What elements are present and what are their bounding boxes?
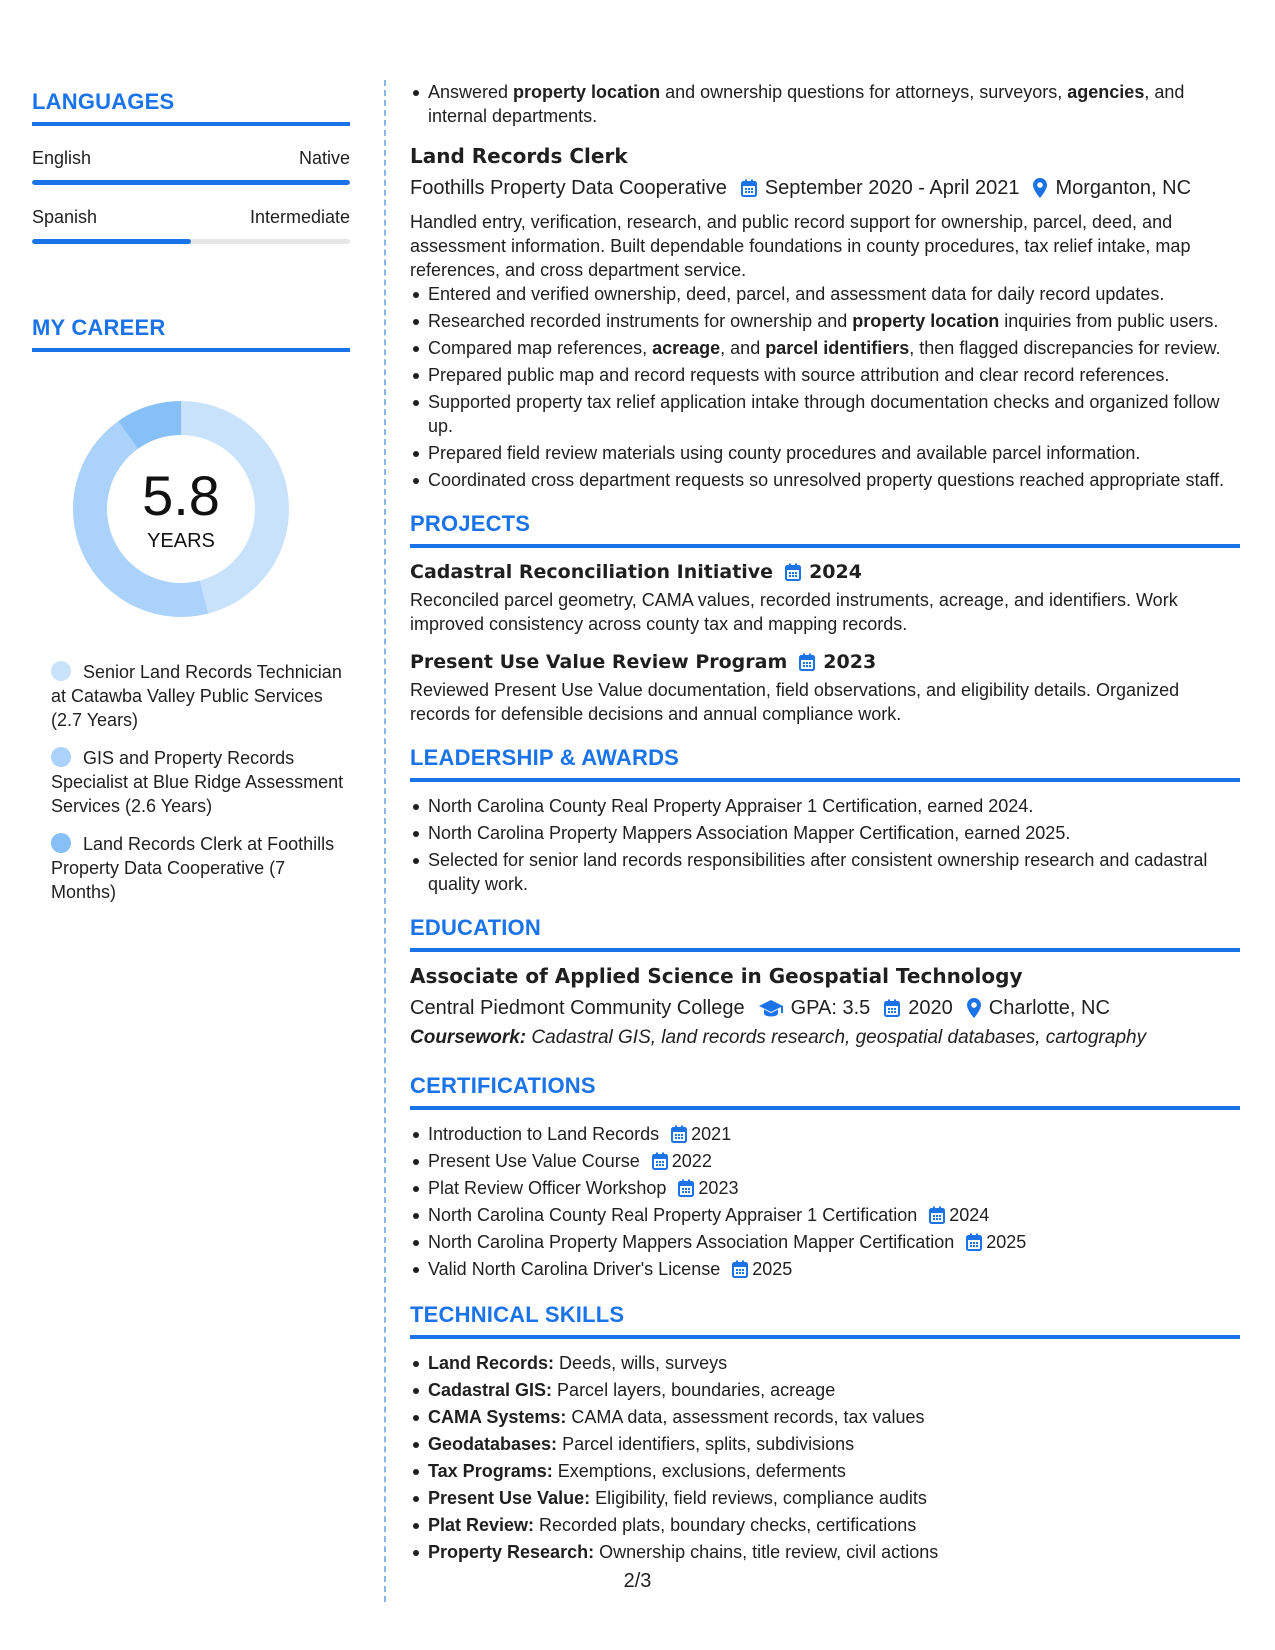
certification-item [410, 1176, 1240, 1200]
leadership-list [410, 794, 1240, 896]
skill-label: Present Use Value: [428, 1488, 591, 1508]
certification-name: Present Use Value Course [428, 1151, 640, 1171]
gpa: GPA: 3.5 [790, 997, 871, 1019]
skills-section [410, 1301, 1240, 1564]
legend-dot [51, 747, 71, 767]
job-summary: Handled entry, verification, research, and public record support for ownership, parcel, deed, and assessment information. Built dependable foundations in county procedures, tax relief intake, map references, and cross department service. [410, 212, 1191, 280]
project-title: Cadastral Reconciliation Initiative [410, 561, 774, 583]
graduation-cap-icon [759, 999, 783, 1017]
skill-item [410, 1432, 1240, 1456]
school-location: Charlotte, NC [988, 997, 1110, 1019]
skill-value: Parcel layers, boundaries, acreage [552, 1380, 836, 1400]
skill-item [410, 1540, 1240, 1564]
certification-name: Valid North Carolina Driver's License [428, 1259, 721, 1279]
column-divider [384, 80, 386, 1602]
skill-value: Recorded plats, boundary checks, certifications [534, 1515, 917, 1535]
calendar-icon [671, 1125, 687, 1143]
right-column [410, 80, 1240, 1567]
skill-label: Plat Review: [428, 1515, 535, 1535]
coursework [410, 1024, 1240, 1052]
certification-item [410, 1122, 1240, 1146]
bullet-item: Prepared public map and record requests with source attribution and clear record references. [410, 363, 1240, 387]
bullet-item: Selected for senior land records responsibilities after consistent ownership research and cadastral quality work. [410, 848, 1240, 896]
certification-name: North Carolina County Real Property Appraiser 1 Certification [428, 1205, 918, 1225]
certifications-heading: CERTIFICATIONS [410, 1072, 1240, 1110]
calendar-icon [799, 653, 815, 671]
leadership-section [410, 744, 1240, 896]
skill-item [410, 1405, 1240, 1429]
school-name: Central Piedmont Community College [410, 997, 745, 1019]
certifications-section [410, 1072, 1240, 1281]
project-title-row [410, 558, 1240, 586]
career-donut-chart [66, 394, 296, 624]
calendar-icon [732, 1260, 748, 1278]
education-heading: EDUCATION [410, 914, 1240, 952]
language-level: Intermediate [249, 207, 350, 227]
bullet-item: North Carolina Property Mappers Association Mapper Certification, earned 2025. [410, 821, 1240, 845]
certifications-list [410, 1122, 1240, 1281]
skill-value: CAMA data, assessment records, tax values [566, 1407, 925, 1427]
legend-text: Land Records Clerk at Foothills Property Data Cooperative (7 Months) [51, 834, 335, 902]
bullet-item: Entered and verified ownership, deed, parcel, and assessment data for daily record updates. [410, 282, 1240, 306]
skill-item [410, 1459, 1240, 1483]
skill-value: Exemptions, exclusions, deferments [552, 1461, 846, 1481]
certification-year: 2024 [949, 1205, 990, 1225]
project-year: 2023 [823, 651, 877, 673]
bullet-item: Answered property location and ownership questions for attorneys, surveyors, agencies, and internal departments. [410, 80, 1240, 128]
job-company: Foothills Property Data Cooperative [410, 177, 727, 199]
legend-dot [51, 833, 71, 853]
certification-year: 2025 [752, 1259, 793, 1279]
coursework-text: Cadastral GIS, land records research, geospatial databases, cartography [526, 1027, 1147, 1048]
project-description: Reviewed Present Use Value documentation, field observations, and eligibility details. Organized records for defensible decisions and annual compliance work. [410, 680, 1180, 724]
job-meta [410, 174, 1240, 202]
career-total-years: 5.8 [142, 463, 220, 527]
bullet-item: Coordinated cross department requests so unresolved property questions reached appropriate staff. [410, 468, 1240, 492]
legend-item [51, 832, 350, 904]
skill-value: Eligibility, field reviews, compliance audits [590, 1488, 927, 1508]
projects-section [410, 510, 1240, 726]
legend-item [51, 660, 350, 732]
calendar-icon [785, 563, 801, 581]
skill-value: Ownership chains, title review, civil actions [594, 1542, 939, 1562]
language-english [32, 146, 350, 185]
skill-label: Tax Programs: [428, 1461, 553, 1481]
calendar-icon [678, 1179, 694, 1197]
page-number: 2/3 [623, 1570, 652, 1592]
language-name: Spanish [32, 207, 98, 227]
bullet-item: North Carolina County Real Property Appraiser 1 Certification, earned 2024. [410, 794, 1240, 818]
skills-list [410, 1351, 1240, 1564]
legend-text: Senior Land Records Technician at Catawba Valley Public Services (2.7 Years) [51, 662, 342, 730]
bullet-item: Supported property tax relief application intake through documentation checks and organized follow up. [410, 390, 1240, 438]
language-spanish [32, 205, 350, 244]
job-location: Morganton, NC [1055, 177, 1192, 199]
language-proficiency-bar [32, 180, 350, 185]
skill-item [410, 1378, 1240, 1402]
bullet-item: Researched recorded instruments for ownership and property location inquiries from public users. [410, 309, 1240, 333]
calendar-icon [929, 1206, 945, 1224]
skill-item [410, 1351, 1240, 1375]
certification-item [410, 1149, 1240, 1173]
project-title-row [410, 648, 1240, 676]
calendar-icon [966, 1233, 982, 1251]
language-proficiency-bar [32, 239, 350, 244]
certification-name: Introduction to Land Records [428, 1124, 660, 1144]
location-pin-icon [1033, 178, 1047, 198]
certification-name: Plat Review Officer Workshop [428, 1178, 667, 1198]
legend-item [51, 746, 350, 818]
bullet-item: Prepared field review materials using county procedures and available parcel information. [410, 441, 1240, 465]
project-title: Present Use Value Review Program [410, 651, 788, 673]
graduation-year: 2020 [908, 997, 953, 1019]
job-dates: September 2020 - April 2021 [764, 177, 1020, 199]
legend-dot [51, 661, 71, 681]
certification-year: 2023 [698, 1178, 739, 1198]
project-year: 2024 [809, 561, 862, 583]
bullet-item: Compared map references, acreage, and parcel identifiers, then flagged discrepancies for review. [410, 336, 1240, 360]
education-meta [410, 994, 1240, 1022]
coursework-label: Coursework: [410, 1027, 527, 1048]
certification-item [410, 1257, 1240, 1281]
calendar-icon [741, 179, 757, 197]
skill-value: Deeds, wills, surveys [554, 1353, 728, 1373]
language-proficiency-fill [32, 239, 191, 244]
certification-item [410, 1230, 1240, 1254]
career-heading: MY CAREER [32, 314, 350, 352]
skill-label: Land Records: [428, 1353, 555, 1373]
skill-item [410, 1513, 1240, 1537]
calendar-icon [884, 999, 900, 1017]
left-column [32, 88, 350, 918]
certification-year: 2025 [986, 1232, 1027, 1252]
skill-label: CAMA Systems: [428, 1407, 567, 1427]
skill-label: Property Research: [428, 1542, 595, 1562]
previous-job-bullets [410, 80, 1240, 128]
skill-label: Cadastral GIS: [428, 1380, 553, 1400]
calendar-icon [652, 1152, 668, 1170]
location-pin-icon [967, 998, 981, 1018]
skill-value: Parcel identifiers, splits, subdivisions [557, 1434, 855, 1454]
certification-year: 2021 [691, 1124, 732, 1144]
career-legend [32, 660, 350, 904]
projects-heading: PROJECTS [410, 510, 1240, 548]
education-section [410, 914, 1240, 1052]
certification-item [410, 1203, 1240, 1227]
skill-item [410, 1486, 1240, 1510]
career-total-unit: YEARS [147, 529, 215, 552]
legend-text: GIS and Property Records Specialist at Blue Ridge Assessment Services (2.6 Years) [51, 748, 344, 816]
certification-name: North Carolina Property Mappers Association Mapper Certification [428, 1232, 955, 1252]
project-description: Reconciled parcel geometry, CAMA values, recorded instruments, acreage, and identifiers. Work improved consistency across county tax and mapping records. [410, 590, 1178, 634]
degree-title: Associate of Applied Science in Geospatial Technology [410, 964, 1023, 988]
skills-heading: TECHNICAL SKILLS [410, 1301, 1240, 1339]
languages-heading: LANGUAGES [32, 88, 350, 126]
leadership-heading: LEADERSHIP & AWARDS [410, 744, 1240, 782]
job-bullets [410, 282, 1240, 492]
language-name: English [32, 148, 92, 168]
language-level: Native [298, 148, 350, 168]
job-title: Land Records Clerk [410, 144, 628, 168]
certification-year: 2022 [671, 1151, 712, 1171]
skill-label: Geodatabases: [428, 1434, 558, 1454]
language-proficiency-fill [32, 180, 350, 185]
